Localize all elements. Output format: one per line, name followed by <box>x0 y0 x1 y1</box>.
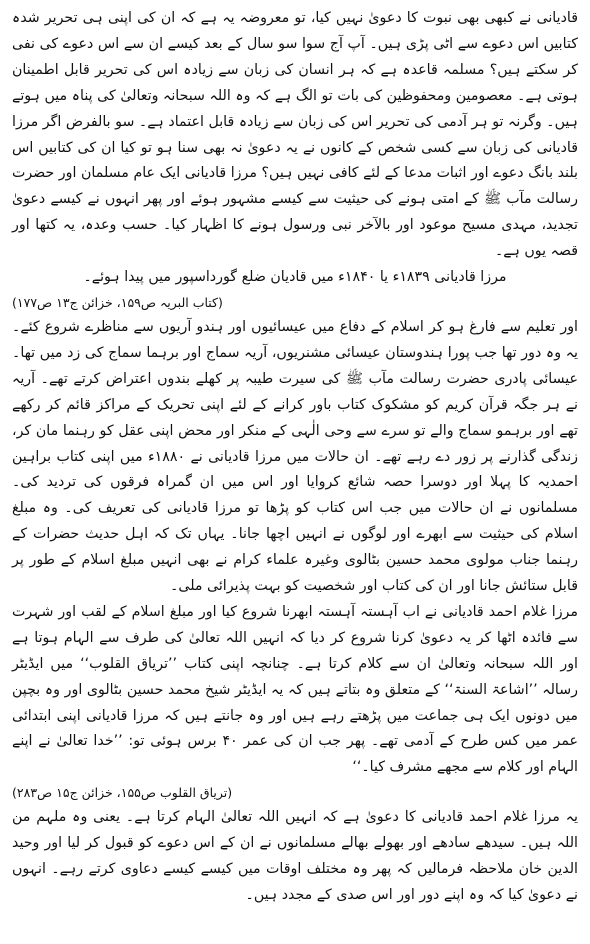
reference-citation-1 <box>12 292 578 314</box>
body-paragraph-2: اور تعلیم سے فارغ ہو کر اسلام کے دفاع میں عیسائیوں اور ہندو آریوں سے مناظرے شروع کئے۔ یہ وہ دور تھا جب پورا ہندوستان عیسائی مشنریوں، آریہ سماج اور برہما سماج کی زد میں تھا۔ عیسائی پادری حضرت رسالت مآب ﷺ کی سیرت طیبہ پر کھلے بندوں اعتراض کرتے تھے۔ آریہ نے ہر جگہ قرآن کریم کو مشکوک کتاب باور کرانے کے لئے اپنی تحریک کے مراکز قائم کر رکھے تھے اور برہمو سماج والے تو سرے سے وحی الٰہی کے منکر اور محض اپنی عقل کو رہنما مان کر، زندگی گذارنے پر زور دے رہے تھے۔ ان حالات میں مرزا قادیانی نے ۱۸۸۰ء میں اپنی کتاب براہین احمدیہ کا پہلا اور دوسرا حصہ شائع کروایا اور اس میں ان گمراہ فرقوں کی تردید کی۔ مسلمانوں نے ان حالات میں جب اس کتاب کو پڑھا تو مرزا قادیانی کی تعریف کی۔ وہ مبلغ اسلام کی حیثیت سے ابھرے اور لوگوں نے انہیں اچھا جانا۔ یہاں تک کہ اہل حدیث حضرات کے رہنما جناب مولوی محمد حسین بٹالوی وغیرہ علماء کرام نے بھی انہیں مبلغ اسلام کے طور پر قابل ستائش جانا اور ان کی کتاب اور شخصیت کو بہت پذیرائی ملی۔ <box>12 318 579 595</box>
citation-text: (کتاب البریہ ص۱۵۹، خزائن ج۱۳ ص۱۷۷) <box>12 294 223 310</box>
body-paragraph-1: قادیانی نے کبھی بھی نبوت کا دعویٰ نہیں کیا، تو معروضہ یہ ہے کہ ان کی اپنی ہی تحریر شدہ کتابیں اس دعوے سے اٹی پڑی ہیں۔ آپ آج سوا سو سال کے بعد کیسے ان سے اس دعوے کی نفی کر سکتے ہیں؟ مسلمہ قاعدہ ہے کہ ہر انسان کی زبان سے زیادہ اس کی تحریر قابل اطمینان ہوتی ہے۔ معصومین ومحفوظین کی بات تو الگ ہے کہ وہ اللہ سبحانہ وتعالیٰ کی پناہ میں ہوتے ہیں۔ وگرنہ تو ہر آدمی کی تحریر اس کی زبان سے زیادہ قابل اعتماد ہے۔ سو بالفرض اگر مرزا قادیانی کی زبان سے کسی شخص کے کانوں نے یہ دعویٰ نہ بھی سنا ہو تو کیا ان کی کتابیں اس بلند بانگ دعوے اور اثبات مدعا کے لئے کافی نہیں ہیں؟ مرزا قادیانی ایک عام مسلمان اور حضرت رسالت مآب ﷺ کے امتی ہونے کی حیثیت سے کیسے مشہور ہوئے اور پھر انہوں نے کیسے دعویٰ تجدید، مہدی مسیح موعود اور بالآخر نبی ورسول ہونے کا اظہار کیا۔ حسب وعدہ، یہ کتھا اور قصہ یوں ہے۔ <box>12 10 578 260</box>
birth-statement: مرزا قادیانی ۱۸۳۹ء یا ۱۸۴۰ء میں قادیان ضلع گورداسپور میں پیدا ہوئے۔ <box>83 269 507 286</box>
body-paragraph-4: یہ مرزا غلام احمد قادیانی کا دعویٰ ہے کہ انہیں اللہ تعالیٰ الہام کرتا ہے۔ یعنی وہ ملہم من اللہ ہیں۔ سیدھے سادھے اور بھولے بھالے مسلمانوں نے ان کے اس دعوے کو قبول کر لیا اور وحید الدین خان ملاحظہ فرمالیں کہ پھر وہ مختلف اوقات میں کیسے کیسے دعاوی کرتے رہے۔ انہوں نے دعویٰ کیا کہ وہ اپنے دور اور اس صدی کے مجدد ہیں۔ <box>12 809 578 903</box>
body-paragraph-3: مرزا غلام احمد قادیانی نے اب آہستہ آہستہ ابھرنا شروع کیا اور مبلغ اسلام کے لقب اور شہرت سے فائدہ اٹھا کر یہ دعویٰ کرنا شروع کر دیا کہ انہیں اللہ تعالیٰ کی طرف سے الہام ہوتا ہے اور اللہ سبحانہ وتعالیٰ ان سے کلام کرتا ہے۔ چنانچہ اپنی کتاب ’’تریاق القلوب‘‘ میں ایڈیٹر رسالہ ’’اشاعۃ السنۃ‘‘ کے متعلق وہ بتاتے ہیں کہ یہ ایڈیٹر شیخ محمد حسین بٹالوی اور وہ بچپن میں دونوں ایک ہی جماعت میں پڑھتے رہے ہیں اور وہ جانتے ہیں کہ مرزا قادیانی اپنی ابتدائی عمر میں کس طرح کے آدمی تھے۔ پھر جب ان کی عمر ۴۰ برس ہوئی تو: ’’خدا تعالیٰ نے اپنے الہام اور کلام سے مجھے مشرف کیا۔‘‘ <box>12 603 579 776</box>
reference-citation-2 <box>12 782 578 804</box>
citation-text: (تریاق القلوب ص۱۵۵، خزائن ج۱۵ ص۲۸۳) <box>12 785 233 801</box>
